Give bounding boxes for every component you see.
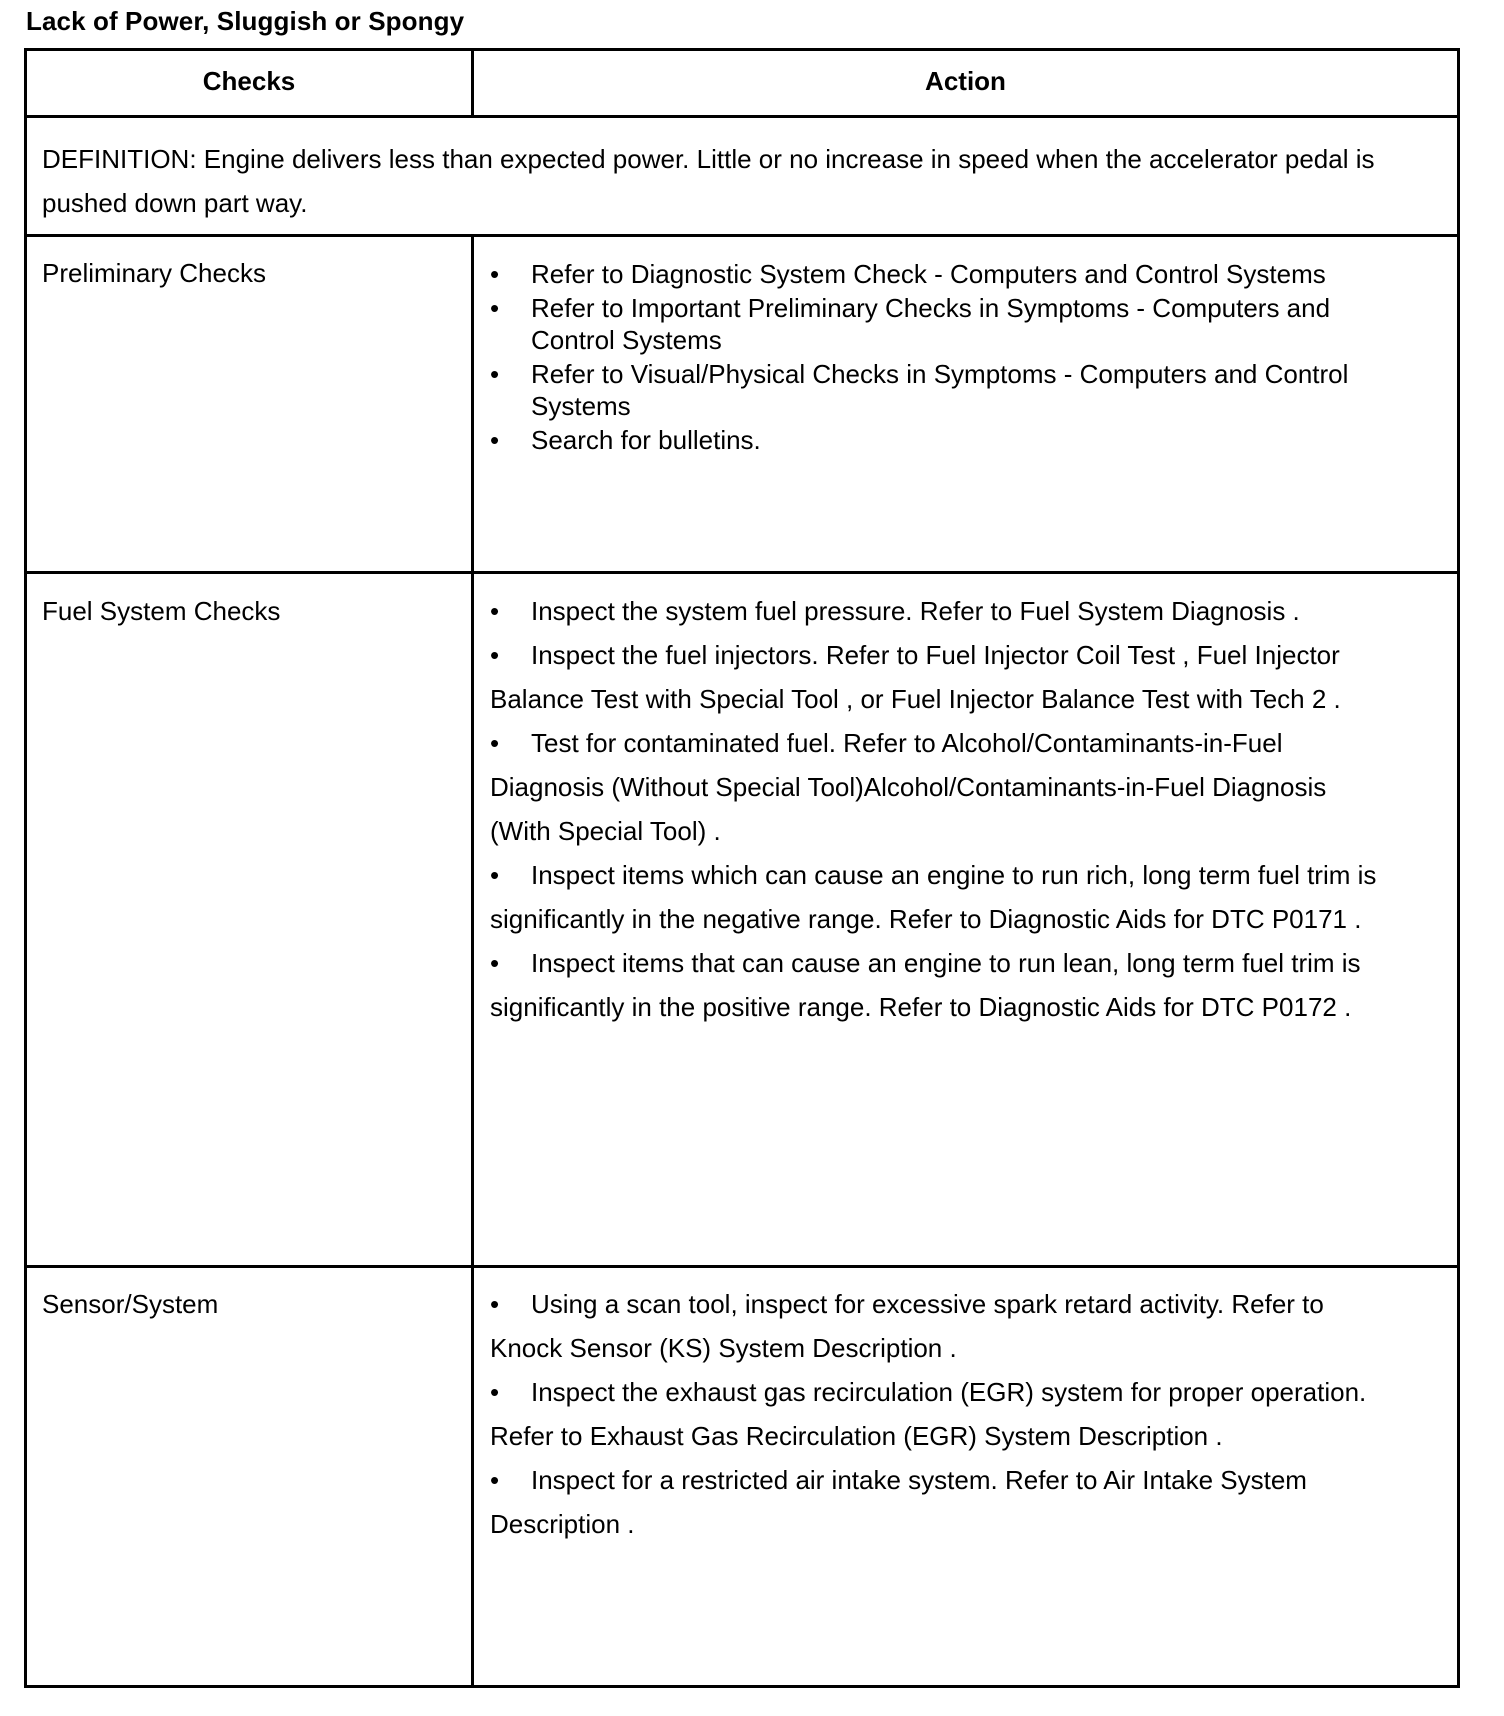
- row-fuel-system-checks-actions: [490, 589, 1390, 1029]
- table-divider-definition: [24, 234, 1460, 237]
- bullet-icon: •: [490, 640, 500, 670]
- bullet-icon: •: [490, 728, 500, 758]
- list-item: • Refer to Visual/Physical Checks in Symptoms - Computers and Control Systems: [490, 359, 1349, 421]
- bullet-icon: •: [490, 1377, 500, 1407]
- table-divider-row-1: [24, 571, 1460, 574]
- table-divider-header: [24, 115, 1460, 118]
- bullet-icon: •: [490, 948, 500, 978]
- bullet-icon: •: [490, 293, 500, 323]
- column-divider-body: [471, 234, 474, 1688]
- list-item: • Inspect the system fuel pressure. Refer to Fuel System Diagnosis .: [490, 589, 1390, 633]
- list-item: • Refer to Diagnostic System Check - Computers and Control Systems: [490, 259, 1326, 289]
- list-item: • Inspect items which can cause an engine to run rich, long term fuel trim is significantly in the negative range. Refer to Diagnostic Aids for DTC P0171 .: [490, 853, 1390, 941]
- row-preliminary-checks-actions: [490, 258, 1390, 456]
- list-item: • Inspect items that can cause an engine to run lean, long term fuel trim is significantly in the positive range. Refer to Diagnostic Aids for DTC P0172 .: [490, 941, 1390, 1029]
- bullet-icon: •: [490, 1465, 500, 1495]
- list-item: • Using a scan tool, inspect for excessive spark retard activity. Refer to Knock Sensor (KS) System Description .: [490, 1282, 1390, 1370]
- list-item: • Inspect the exhaust gas recirculation (EGR) system for proper operation. Refer to Exhaust Gas Recirculation (EGR) System Description .: [490, 1370, 1390, 1458]
- list-item: • Test for contaminated fuel. Refer to Alcohol/Contaminants-in-Fuel Diagnosis (Without Special Tool)Alcohol/Contaminants-in-Fuel Diagnosis (With Special Tool) .: [490, 721, 1390, 853]
- bullet-icon: •: [490, 1289, 500, 1319]
- row-sensor-system-actions: [490, 1282, 1390, 1546]
- list-item: • Inspect the fuel injectors. Refer to Fuel Injector Coil Test , Fuel Injector Balance Test with Special Tool , or Fuel Injector Balance Test with Tech 2 .: [490, 633, 1390, 721]
- row-sensor-system-label: Sensor/System: [42, 1289, 219, 1319]
- list-item: • Refer to Important Preliminary Checks in Symptoms - Computers and Control Systems: [490, 293, 1331, 355]
- bullet-icon: •: [490, 259, 500, 289]
- bullet-icon: •: [490, 596, 500, 626]
- list-item: • Search for bulletins.: [490, 425, 761, 455]
- bullet-icon: •: [490, 359, 500, 389]
- definition-text: DEFINITION: Engine delivers less than expected power. Little or no increase in speed when the accelerator pedal is pushed down part way.: [42, 144, 1375, 218]
- bullet-icon: •: [490, 860, 500, 890]
- row-preliminary-checks-label: Preliminary Checks: [42, 258, 266, 288]
- table-divider-row-2: [24, 1265, 1460, 1268]
- list-item: • Inspect for a restricted air intake system. Refer to Air Intake System Description .: [490, 1458, 1390, 1546]
- bullet-icon: •: [490, 425, 500, 455]
- page-title: Lack of Power, Sluggish or Spongy: [26, 6, 465, 36]
- header-action: Action: [925, 66, 1006, 96]
- header-checks: Checks: [202, 66, 296, 96]
- row-fuel-system-checks-label: Fuel System Checks: [42, 596, 281, 626]
